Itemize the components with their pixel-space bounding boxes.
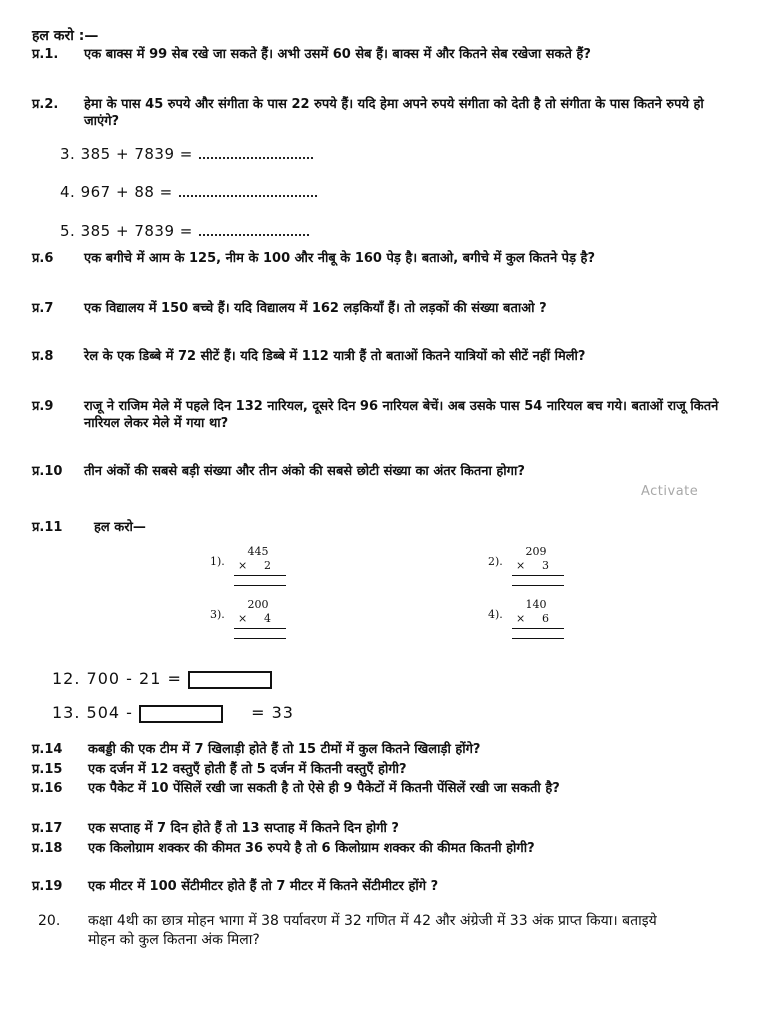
times-sign: × <box>516 612 526 625</box>
question-text: एक बाक्स में 99 सेब रखे जा सकते हैं। अभी उसमें 60 सेब हैं। बाक्स में और कितने सेब रखेजा सकते हैं? <box>84 47 591 62</box>
equation-text: 3. 385 + 7839 = <box>60 145 193 163</box>
question-text: एक मीटर में 100 सेंटीमीटर होते हैं तो 7 मीटर में कितने सेंटीमीटर होंगे ? <box>88 879 439 894</box>
answer-line <box>234 575 286 576</box>
times-sign: × <box>516 559 526 572</box>
answer-line <box>234 585 286 586</box>
question-text: एक पैकेट में 10 पेंसिलें रखी जा सकती है तो ऐसे ही 9 पैकेटों में कितनी पेंसिलें रखी जा सकती है? <box>88 781 560 796</box>
answer-blank <box>179 185 317 197</box>
problem-label: 4). <box>488 608 503 621</box>
times-sign: × <box>238 559 248 572</box>
question-number: 20. <box>38 913 61 929</box>
answer-line <box>234 628 286 629</box>
problem-label: 2). <box>488 555 503 568</box>
equation-4 <box>60 183 317 201</box>
equation-3 <box>60 145 313 163</box>
question-number: प्र.19 <box>32 879 63 894</box>
question-text: एक बगीचे में आम के 125, नीम के 100 और नीबू के 160 पेड़ है। बताओ, बगीचे में कुल कितने पेड़ है? <box>84 251 595 266</box>
equation-5 <box>60 222 309 240</box>
answer-box <box>139 705 223 723</box>
question-number: प्र.18 <box>32 841 63 856</box>
answer-line <box>512 638 564 639</box>
question-number: प्र.7 <box>32 301 54 316</box>
question-text: हल करो— <box>94 520 146 535</box>
question-number: प्र.11 <box>32 520 63 535</box>
equation-text: 4. 967 + 88 = <box>60 183 173 201</box>
question-text: एक विद्यालय में 150 बच्चे हैं। यदि विद्यालय में 162 लड़कियाँ हैं। तो लड़कों की संख्या बताओ ? <box>84 301 547 316</box>
multiplier: 4 <box>264 612 271 625</box>
question-number: प्र.17 <box>32 821 63 836</box>
answer-box <box>188 671 272 689</box>
equation-text: 12. 700 - 21 = <box>52 669 182 688</box>
question-text: कक्षा 4थी का छात्र मोहन भागा में 38 पर्यावरण में 32 गणित में 42 और अंग्रेजी में 33 अंक प्राप्त किया। बताइये मोहन को कुल कितना अंक मिला? <box>88 913 657 948</box>
answer-blank <box>199 224 309 236</box>
multiplicand: 200 <box>247 598 269 611</box>
multiplicand: 209 <box>525 545 547 558</box>
answer-line <box>512 628 564 629</box>
multiplier: 6 <box>542 612 549 625</box>
question-number: प्र.15 <box>32 762 63 777</box>
problem-label: 3). <box>210 608 225 621</box>
question-number: प्र.2. <box>32 97 59 112</box>
answer-line <box>512 585 564 586</box>
activate-watermark: Activate <box>641 484 699 499</box>
answer-line <box>234 638 286 639</box>
question-text: रेल के एक डिब्बे में 72 सीटें हैं। यदि डिब्बे में 112 यात्री हैं तो बताओं कितने यात्रियों को सीटें नहीं मिली? <box>84 349 586 364</box>
times-sign: × <box>238 612 248 625</box>
question-text: एक किलोग्राम शक्कर की कीमत 36 रुपये है तो 6 किलोग्राम शक्कर की कीमत कितनी होगी? <box>88 841 535 856</box>
equation-text: 13. 504 - <box>52 703 133 722</box>
question-number: प्र.16 <box>32 781 63 796</box>
question-text: एक दर्जन में 12 वस्तुएँ होती हैं तो 5 दर्जन में कितनी वस्तुएँ होगी? <box>88 762 407 777</box>
equation-result: = 33 <box>251 703 294 722</box>
question-number: प्र.1. <box>32 47 59 62</box>
question-number: प्र.6 <box>32 251 54 266</box>
question-number: प्र.8 <box>32 349 54 364</box>
question-12 <box>52 669 272 689</box>
question-text: कबड्डी की एक टीम में 7 खिलाड़ी होते हैं तो 15 टीमों में कुल कितने खिलाड़ी होंगे? <box>88 742 481 757</box>
question-number: प्र.9 <box>32 399 54 414</box>
question-text: राजू ने राजिम मेले में पहले दिन 132 नारियल, दूसरे दिन 96 नारियल बेचें। अब उसके पास 54 नारियल बच गये। बताओं राजू कितने नारियल लेकर मेले में गया था? <box>84 399 719 431</box>
question-text: तीन अंकों की सबसे बड़ी संख्या और तीन अंको की सबसे छोटी संख्या का अंतर कितना होगा? <box>84 464 525 479</box>
question-text: हेमा के पास 45 रुपये और संगीता के पास 22 रुपये हैं। यदि हेमा अपने रुपये संगीता को देती है तो संगीता के पास कितने रुपये हो जाएंगे? <box>84 97 704 129</box>
answer-blank <box>199 147 313 159</box>
heading: हल करो :— <box>32 28 99 44</box>
multiplier: 2 <box>264 559 271 572</box>
answer-line <box>512 575 564 576</box>
equation-text: 5. 385 + 7839 = <box>60 222 193 240</box>
question-number: प्र.10 <box>32 464 63 479</box>
question-13 <box>52 703 294 723</box>
question-text: एक सप्ताह में 7 दिन होते हैं तो 13 सप्ताह में कितने दिन होगी ? <box>88 821 399 836</box>
multiplier: 3 <box>542 559 549 572</box>
multiplicand: 140 <box>525 598 547 611</box>
problem-label: 1). <box>210 555 225 568</box>
question-number: प्र.14 <box>32 742 63 757</box>
multiplicand: 445 <box>247 545 269 558</box>
